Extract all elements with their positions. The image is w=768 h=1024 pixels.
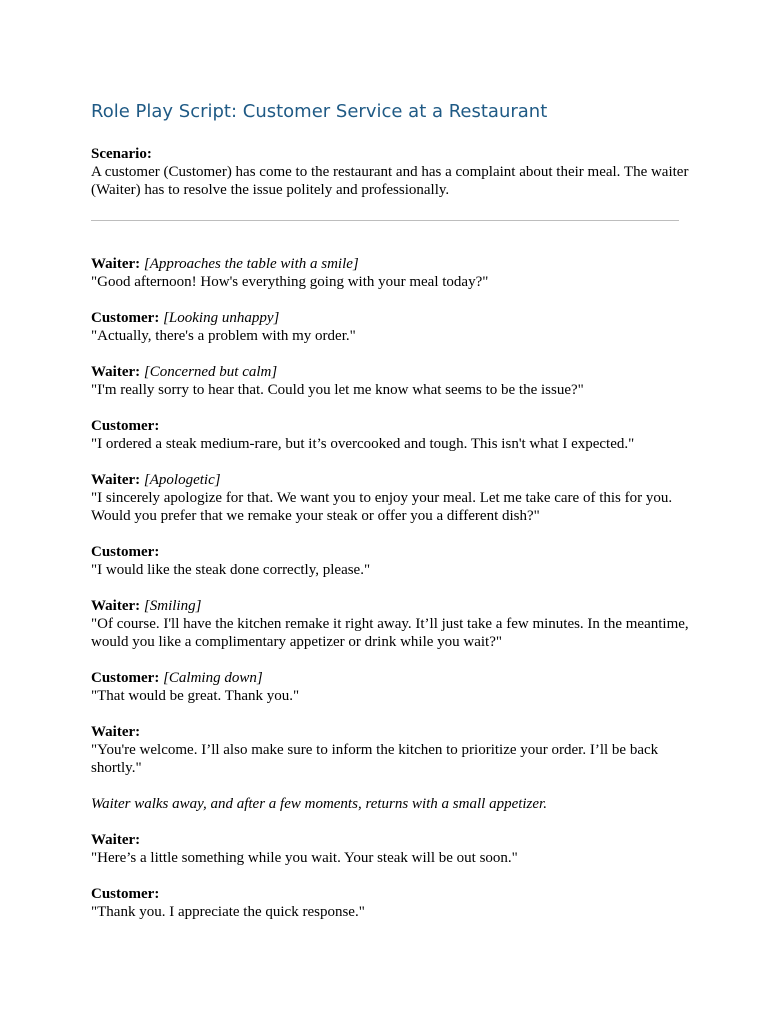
stage-direction: [Apologetic] bbox=[143, 472, 221, 488]
dialogue-line: "I sincerely apologize for that. We want you to enjoy your meal. Let me take care of this for you. Would you prefer that we remake your steak or offer you a different dish?" bbox=[91, 490, 673, 524]
speaker-name: Waiter: bbox=[91, 724, 141, 740]
dialogue-line: "I would like the steak done correctly, please." bbox=[91, 562, 371, 578]
dialogue-line: "I'm really sorry to hear that. Could you let me know what seems to be the issue?" bbox=[91, 382, 584, 398]
speaker-name: Customer: bbox=[91, 886, 160, 902]
speaker-name: Customer: bbox=[91, 670, 160, 686]
dialogue-line: "I ordered a steak medium-rare, but it’s overcooked and tough. This isn't what I expected." bbox=[91, 436, 635, 452]
speaker-name: Customer: bbox=[91, 418, 160, 434]
dialogue-turn bbox=[91, 363, 691, 399]
dialogue-turn bbox=[91, 885, 691, 921]
dialogue-turn bbox=[91, 543, 691, 579]
dialogue-line: "That would be great. Thank you." bbox=[91, 688, 300, 704]
page-title: Role Play Script: Customer Service at a Restaurant bbox=[91, 101, 548, 122]
dialogue-line: "You're welcome. I’ll also make sure to inform the kitchen to prioritize your order. I’ll be back shortly." bbox=[91, 742, 659, 776]
speaker-name: Waiter: bbox=[91, 832, 141, 848]
speaker-name: Waiter: bbox=[91, 472, 141, 488]
stage-action: Waiter walks away, and after a few moments, returns with a small appetizer. bbox=[91, 796, 547, 812]
dialogue-turn bbox=[91, 309, 691, 345]
stage-direction: [Calming down] bbox=[163, 670, 263, 686]
dialogue-turn bbox=[91, 417, 691, 453]
dialogue-turn bbox=[91, 597, 691, 651]
section-divider bbox=[91, 220, 679, 221]
dialogue-line: "Of course. I'll have the kitchen remake it right away. It’ll just take a few minutes. In the meantime, would you like a complimentary appetizer or drink while you wait?" bbox=[91, 616, 689, 650]
stage-direction: [Approaches the table with a smile] bbox=[143, 256, 359, 272]
speaker-name: Customer: bbox=[91, 310, 160, 326]
scenario-section bbox=[91, 145, 691, 199]
dialogue-turn bbox=[91, 669, 691, 705]
stage-direction: [Looking unhappy] bbox=[163, 310, 280, 326]
scenario-text: A customer (Customer) has come to the restaurant and has a complaint about their meal. The waiter (Waiter) has to resolve the issue politely and professionally. bbox=[91, 164, 689, 198]
stage-direction: [Smiling] bbox=[143, 598, 202, 614]
speaker-name: Customer: bbox=[91, 544, 160, 560]
dialogue-line: "Good afternoon! How's everything going with your meal today?" bbox=[91, 274, 489, 290]
dialogue-line: "Thank you. I appreciate the quick response." bbox=[91, 904, 365, 920]
dialogue-turn bbox=[91, 255, 691, 291]
dialogue-line: "Actually, there's a problem with my order." bbox=[91, 328, 356, 344]
dialogue-turn bbox=[91, 723, 691, 777]
scenario-label: Scenario: bbox=[91, 146, 152, 162]
dialogue-script bbox=[91, 255, 691, 939]
dialogue-turn bbox=[91, 831, 691, 867]
stage-direction: [Concerned but calm] bbox=[143, 364, 278, 380]
dialogue-turn bbox=[91, 471, 691, 525]
speaker-name: Waiter: bbox=[91, 364, 141, 380]
speaker-name: Waiter: bbox=[91, 598, 141, 614]
dialogue-line: "Here’s a little something while you wait. Your steak will be out soon." bbox=[91, 850, 518, 866]
speaker-name: Waiter: bbox=[91, 256, 141, 272]
